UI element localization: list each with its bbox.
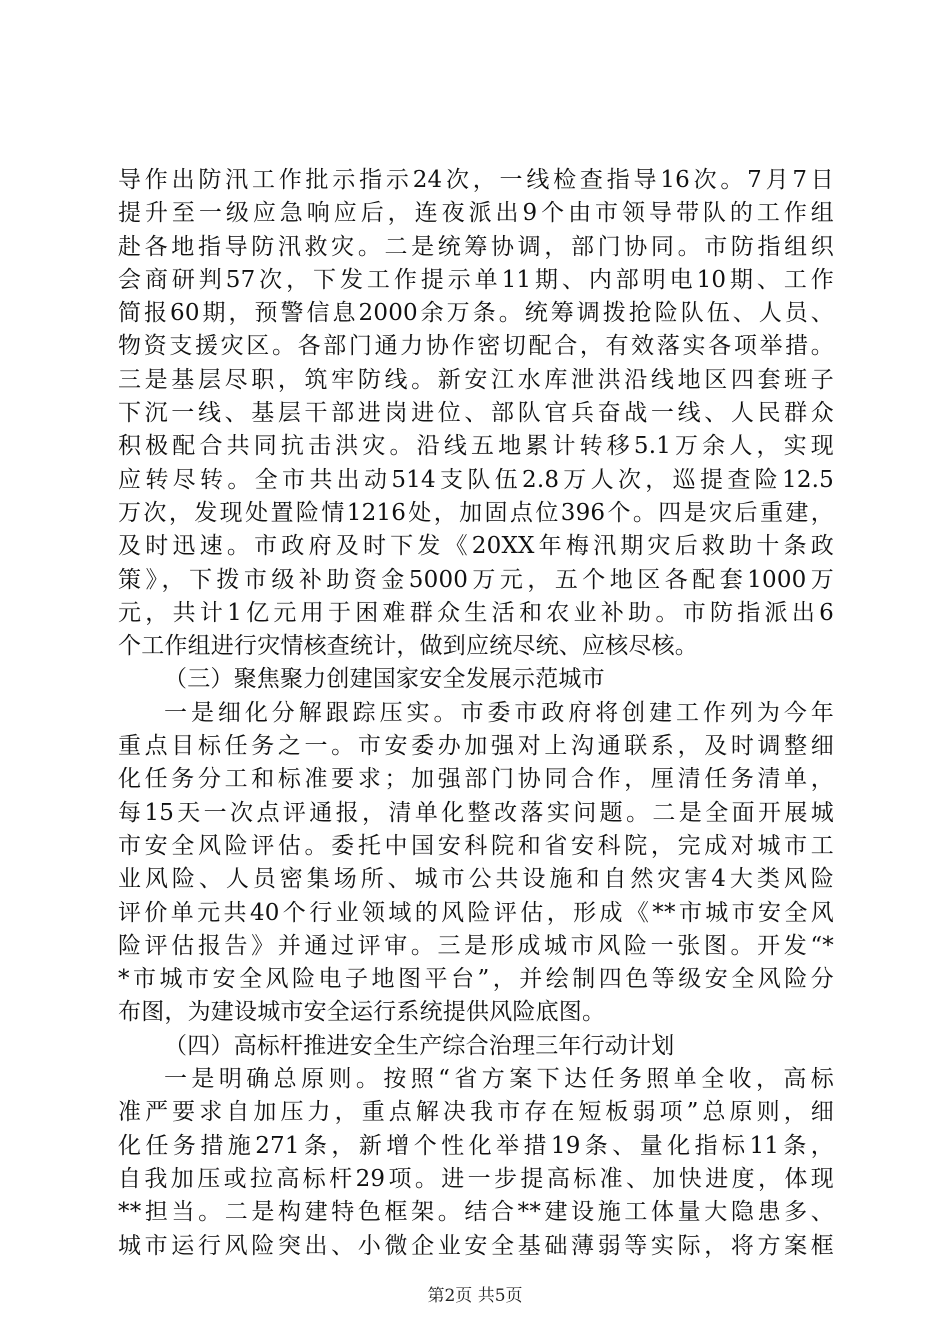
section-heading: （四）高标杆推进安全生产综合治理三年行动计划 bbox=[164, 1032, 675, 1059]
text-line: 一是明确总原则。按照“省方案下达任务照单全收，高标 bbox=[164, 1066, 834, 1093]
text-line: 重点目标任务之一。市安委办加强对上沟通联系，及时调整细 bbox=[118, 733, 834, 760]
text-line: 布图，为建设城市安全运行系统提供风险底图。 bbox=[118, 999, 606, 1026]
text-line: 积极配合共同抗击洪灾。沿线五地累计转移5.1万余人，实现 bbox=[118, 433, 834, 460]
text-line: 业风险、人员密集场所、城市公共设施和自然灾害4大类风险 bbox=[118, 866, 834, 893]
text-line: 险评估报告》并通过评审。三是形成城市风险一张图。开发“* bbox=[118, 932, 834, 959]
text-line: 化任务分工和标准要求；加强部门协同合作，厘清任务清单， bbox=[118, 766, 834, 793]
text-line: 下沉一线、基层干部进岗进位、部队官兵奋战一线、人民群众 bbox=[118, 400, 834, 427]
section-heading: （三）聚焦聚力创建国家安全发展示范城市 bbox=[164, 666, 605, 693]
text-line: 个工作组进行灾情核查统计，做到应统尽统、应核尽核。 bbox=[118, 633, 698, 660]
text-line: 评价单元共40个行业领域的风险评估，形成《**市城市安全风 bbox=[118, 899, 834, 926]
text-line: 导作出防汛工作批示指示24次，一线检查指导16次。7月7日 bbox=[118, 167, 834, 193]
text-line: 应转尽转。全市共出动514支队伍2.8万人次，巡提查险12.5 bbox=[118, 466, 834, 493]
text-line: 提升至一级应急响应后，连夜派出9个由市领导带队的工作组 bbox=[118, 200, 834, 227]
text-line: 三是基层尽职，筑牢防线。新安江水库泄洪沿线地区四套班子 bbox=[118, 366, 834, 393]
text-line: 元，共计1亿元用于困难群众生活和农业补助。市防指派出6 bbox=[118, 599, 834, 626]
text-line: 城市运行风险突出、小微企业安全基础薄弱等实际，将方案框 bbox=[118, 1232, 834, 1259]
text-line: 一是细化分解跟踪压实。市委市政府将创建工作列为今年 bbox=[164, 699, 834, 726]
text-line: 每15天一次点评通报，清单化整改落实问题。二是全面开展城 bbox=[118, 799, 834, 826]
text-line: 市安全风险评估。委托中国安科院和省安科院，完成对城市工 bbox=[118, 832, 834, 859]
text-line: 准严要求自加压力，重点解决我市存在短板弱项”总原则，细 bbox=[118, 1099, 834, 1126]
text-line: 简报60期，预警信息2000余万条。统筹调拨抢险队伍、人员、 bbox=[118, 300, 834, 327]
text-line: *市城市安全风险电子地图平台”，并绘制四色等级安全风险分 bbox=[118, 966, 834, 993]
text-line: 赴各地指导防汛救灾。二是统筹协调，部门协同。市防指组织 bbox=[118, 233, 834, 260]
text-line: 物资支援灾区。各部门通力协作密切配合，有效落实各项举措。 bbox=[118, 333, 834, 360]
text-line: 及时迅速。市政府及时下发《20XX年梅汛期灾后救助十条政 bbox=[118, 533, 834, 560]
text-line: 策》，下拨市级补助资金5000万元，五个地区各配套1000万 bbox=[118, 566, 834, 593]
text-line: **担当。二是构建特色框架。结合**建设施工体量大隐患多、 bbox=[118, 1199, 834, 1226]
text-line: 化任务措施271条，新增个性化举措19条、量化指标11条， bbox=[118, 1132, 834, 1159]
text-line: 万次，发现处置险情1216处，加固点位396个。四是灾后重建， bbox=[118, 499, 834, 526]
text-line: 会商研判57次，下发工作提示单11期、内部明电10期、工作 bbox=[118, 266, 834, 293]
text-line: 自我加压或拉高标杆29项。进一步提高标准、加快进度，体现 bbox=[118, 1165, 834, 1192]
page-footer: 第2页 共5页 bbox=[427, 1286, 523, 1306]
document-body bbox=[118, 164, 834, 1263]
